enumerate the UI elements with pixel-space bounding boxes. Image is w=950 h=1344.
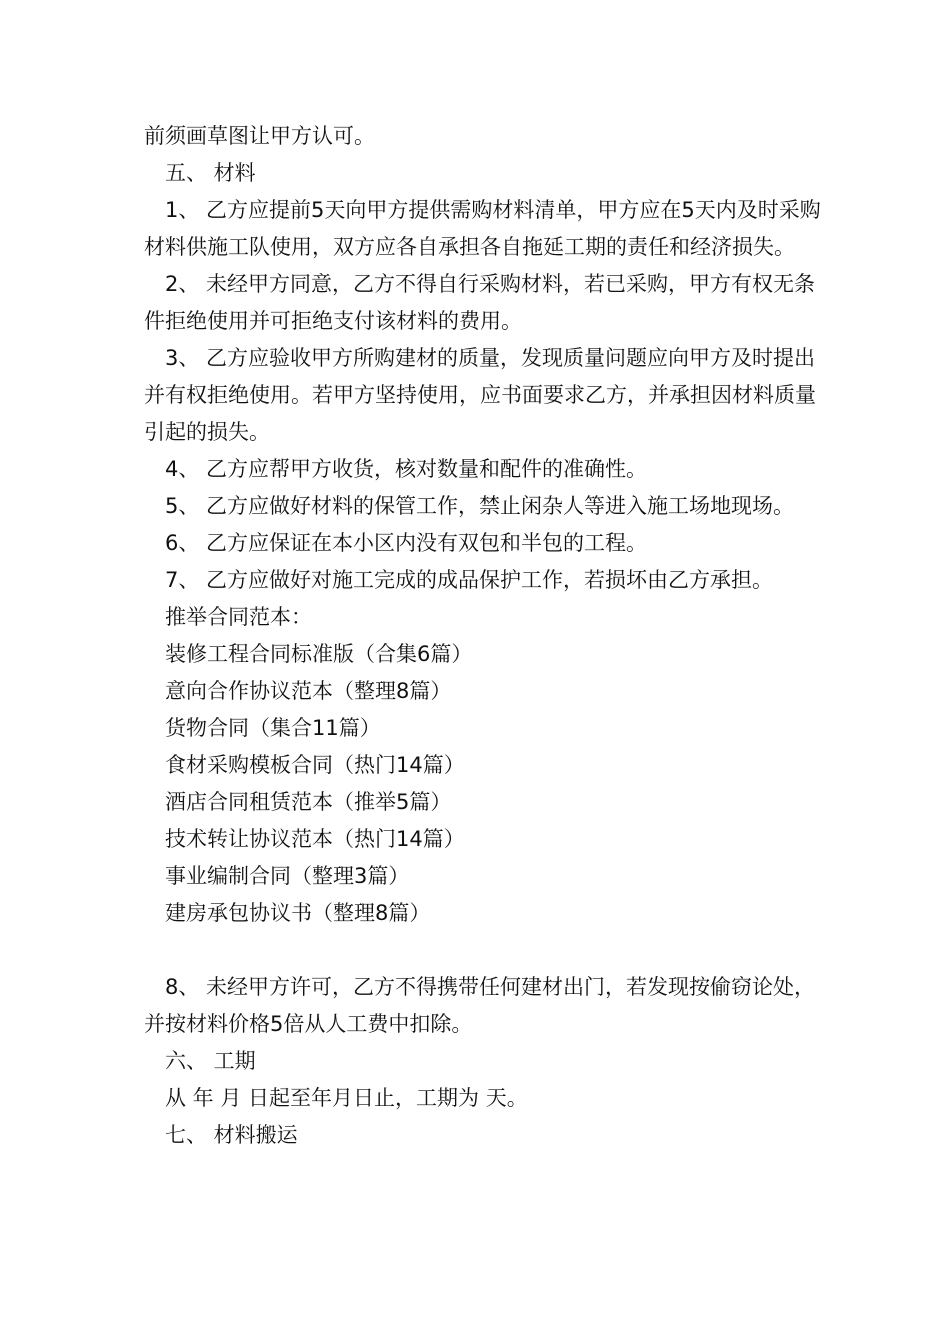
recommend-link[interactable]: 酒店合同租赁范本（推举5篇） [165, 790, 452, 814]
recommend-heading: 推举合同范本： [165, 605, 312, 629]
clause-3: 3、 乙方应验收甲方所购建材的质量，发现质量问题应向甲方及时提出并有权拒绝使用。若甲方坚持使用，应书面要求乙方，并承担因材料质量引起的损失。 [144, 346, 816, 444]
recommend-link[interactable]: 货物合同（集合11篇） [165, 716, 381, 740]
clause-4: 4、 乙方应帮甲方收货，核对数量和配件的准确性。 [165, 457, 648, 481]
blank-line [144, 932, 824, 969]
clause-7: 7、 乙方应做好对施工完成的成品保护工作，若损坏由乙方承担。 [165, 568, 774, 592]
clause-8: 8、 未经甲方许可，乙方不得携带任何建材出门，若发现按偷窃论处，并按材料价格5倍从人工费中扣除。 [144, 975, 816, 1036]
document-body [144, 118, 824, 1154]
clause-2: 2、 未经甲方同意，乙方不得自行采购材料，若已采购，甲方有权无条件拒绝使用并可拒绝支付该材料的费用。 [144, 272, 816, 333]
recommend-link[interactable]: 食材采购模板合同（热门14篇） [165, 753, 465, 777]
recommend-link[interactable]: 意向合作协议范本（整理8篇） [165, 679, 452, 703]
recommend-link[interactable]: 装修工程合同标准版（合集6篇） [165, 642, 473, 666]
recommend-link[interactable]: 建房承包协议书（整理8篇） [165, 901, 431, 925]
recommend-link[interactable]: 事业编制合同（整理3篇） [165, 864, 410, 888]
section-heading-schedule: 六、 工期 [165, 1049, 256, 1073]
clause-5: 5、 乙方应做好材料的保管工作，禁止闲杂人等进入施工场地现场。 [165, 494, 795, 518]
recommend-link[interactable]: 技术转让协议范本（热门14篇） [165, 827, 465, 851]
paragraph-continuation: 前须画草图让甲方认可。 [144, 124, 375, 148]
section-heading-materials: 五、 材料 [165, 161, 256, 185]
schedule-line: 从 年 月 日起至年月日止，工期为 天。 [165, 1086, 528, 1110]
clause-1: 1、 乙方应提前5天向甲方提供需购材料清单，甲方应在5天内及时采购材料供施工队使用，双方应各自承担各自拖延工期的责任和经济损失。 [144, 198, 821, 259]
clause-6: 6、 乙方应保证在本小区内没有双包和半包的工程。 [165, 531, 648, 555]
section-heading-transport: 七、 材料搬运 [165, 1123, 298, 1147]
